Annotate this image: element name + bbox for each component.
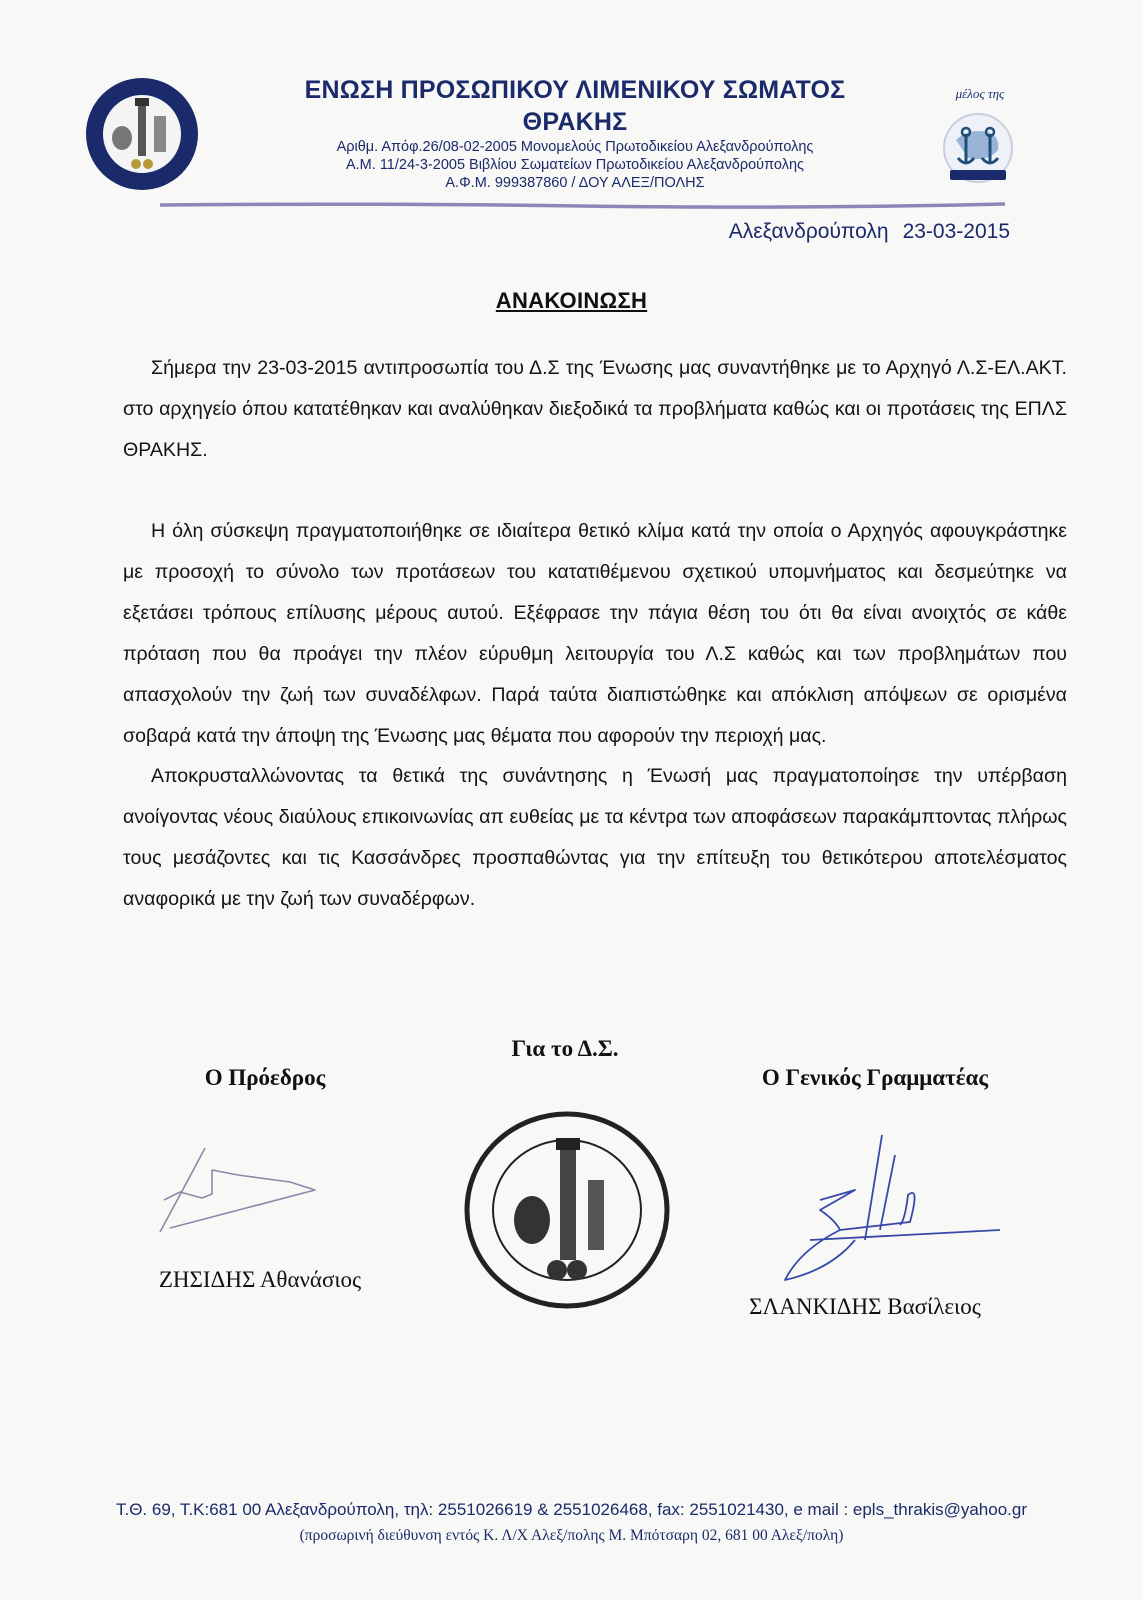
footer-temporary-address: (προσωρινή διεύθυνση εντός Κ. Λ/Χ Αλεξ/πολης Μ. Μπότσαρη 02, 681 00 Αλεξ/πολη) — [299, 1527, 844, 1544]
footer-contact: Τ.Θ. 69, Τ.Κ:681 00 Αλεξανδρούπολη, τηλ: 2551026619 & 2551026468, fax: 2551021430, e mail : epls_thrakis@yahoo.gr — [115, 1500, 1028, 1519]
registration-line: Αριθμ. Απόφ.26/08-02-2005 Μονομελούς Πρωτοδικείου Αλεξανδρούπολης — [336, 139, 814, 155]
secretary-name: ΣΛΑΝΚΙΔΗΣ Βασίλειος — [749, 1294, 981, 1319]
paragraph: Αποκρυσταλλώνοντας τα θετικά της συνάντησης η Ένωσή μας πραγματοποίησε την υπέρβαση ανοίγοντας νέους διαύλους επικοινωνίας απ ευθείας με τα κέντρα των αποφάσεων παρακάμπτοντας πλήρως τους μεσάζοντες και τις Κασσάνδρες προσπαθώντας για την επίτευξη του θετικότερου αποτελέσματος αναφορικά με την ζωή των συναδέρφων. — [123, 765, 1067, 910]
document-title: ΑΝΑΚΟΙΝΩΣΗ — [495, 288, 648, 313]
announcement-body — [123, 348, 1067, 910]
member-of-label: μέλος της — [955, 86, 1005, 101]
paragraph: Η όλη σύσκεψη πραγματοποιήθηκε σε ιδιαίτερα θετικό κλίμα κατά την οποία ο Αρχηγός αφουγκράστηκε με προσοχή το σύνολο των προτάσεων του κατατιθέμενου σχετικού υπομνήματος και δεσμεύτηκε να εξετάσει τρόπους επίλυσης μέρους αυτού. Εξέφρασε την πάγια θέση του ότι θα είναι ανοιχτός σε κάθε πρόταση που θα προάγει την πλέον εύρυθμη λειτουργία του Λ.Σ καθώς και των προβλημάτων που απασχολούν την ζωή των συναδέλφων. Παρά ταύτα διαπιστώθηκε και απόκλιση απόψεων σε ορισμένα σοβαρά κατά την άποψη της Ένωσης μας θέματα που αφορούν την περιοχή μας. — [123, 520, 1067, 747]
president-name: ΖΗΣΙΔΗΣ Αθανάσιος — [158, 1267, 362, 1292]
federation-anchor-emblem-icon — [938, 110, 1018, 190]
for-board-label: Για το Δ.Σ. — [511, 1036, 619, 1061]
union-emblem-icon — [84, 76, 200, 192]
date: 23-03-2015 — [902, 220, 1010, 243]
org-name-line-2: ΘΡΑΚΗΣ — [522, 108, 628, 136]
president-title: Ο Πρόεδρος — [204, 1065, 326, 1090]
org-name-line-1: ΕΝΩΣΗ ΠΡΟΣΩΠΙΚΟΥ ΛΙΜΕΝΙΚΟΥ ΣΩΜΑΤΟΣ — [304, 76, 846, 104]
paragraph: Σήμερα την 23-03-2015 αντιπροσωπία του Δ.Σ της Ένωσης μας συναντήθηκε με το Αρχηγό Λ.Σ-ΕΛ.ΑΚΤ. στο αρχηγείο όπου κατατέθηκαν και αναλύθηκαν διεξοδικά τα προβλήματα καθώς και οι προτάσεις της ΕΠΛΣ ΘΡΑΚΗΣ. — [123, 357, 1067, 461]
president-signature-icon — [150, 1140, 350, 1240]
tax-id-line: Α.Φ.Μ. 999387860 / ΔΟΥ ΑΛΕΞ/ΠΟΛΗΣ — [445, 175, 705, 191]
place: Αλεξανδρούπολη — [728, 220, 889, 243]
place-date — [600, 220, 1010, 244]
header-divider — [160, 200, 1005, 210]
secretary-signature-icon — [770, 1130, 1020, 1290]
registration-line: Α.Μ. 11/24-3-2005 Βιβλίου Σωματείων Πρωτοδικείου Αλεξανδρούπολης — [345, 157, 804, 173]
secretary-title: Ο Γενικός Γραμματέας — [761, 1065, 989, 1090]
official-seal-icon — [462, 1110, 672, 1310]
